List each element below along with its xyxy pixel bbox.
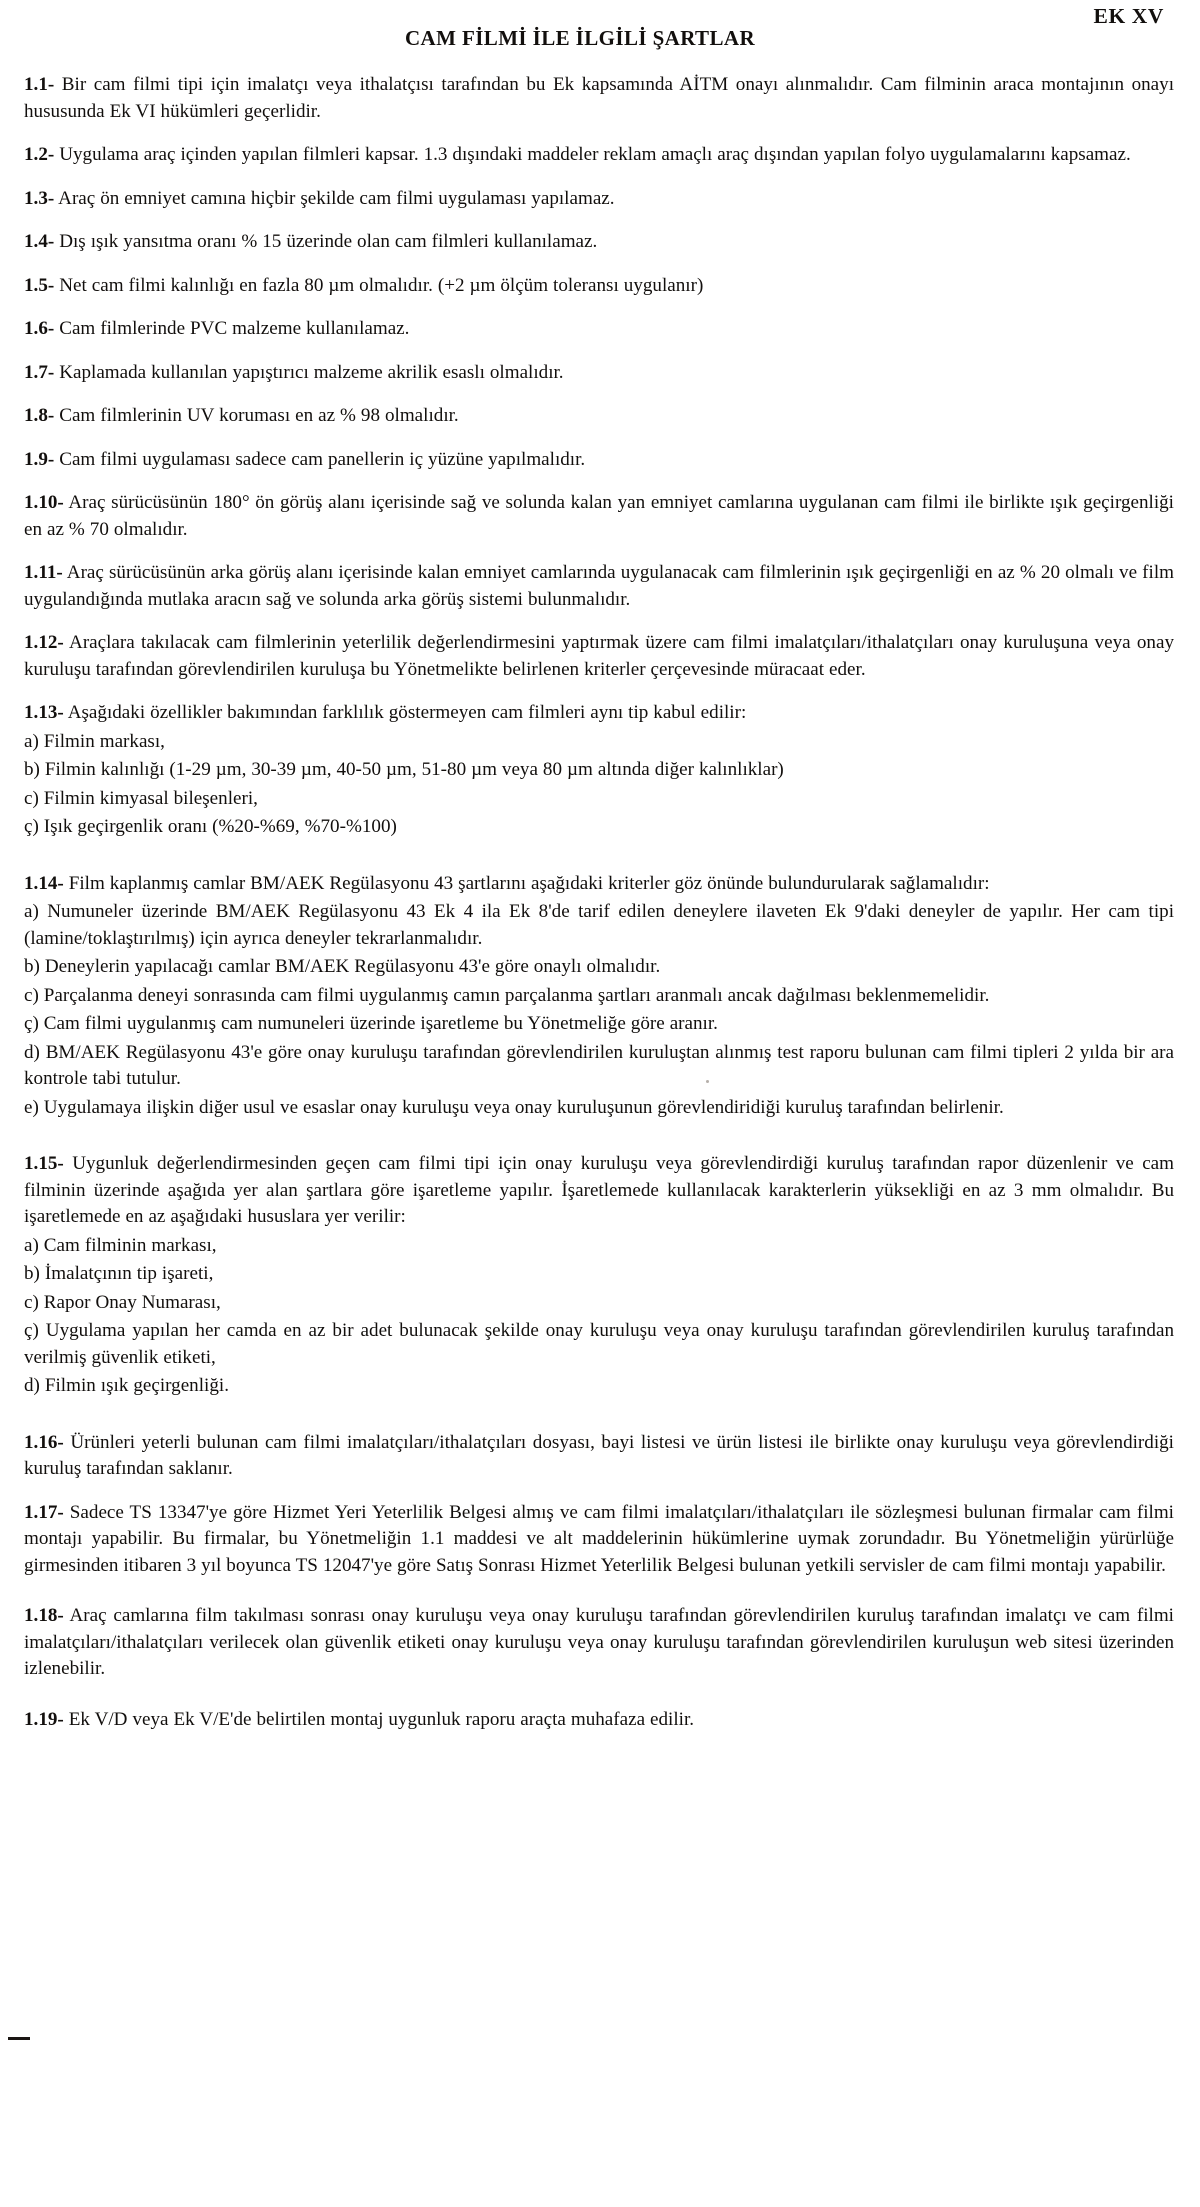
clause-number: 1.8- — [24, 405, 55, 426]
clause-number: 1.7- — [24, 361, 55, 383]
clause-text: Film kaplanmış camlar BM/AEK Regülasyonu 43 şartlarını aşağıdaki kriterler göz önünde bulundurularak sağlamalıdır: — [63, 872, 990, 894]
clause-text: Cam filmlerinde PVC malzeme kullanılamaz. — [54, 318, 410, 339]
clause-text: Sadece TS 13347'ye göre Hizmet Yeri Yeterlilik Belgesi almış ve cam filmi imalatçıları/ithalatçıları ile sözleşmesi bulunan firmalar cam filmi montajı yapabilir. Bu firmalar, bu Yönetmeliğin 1.1 maddesi ve alt maddelerinin hükümlerine uymak zorundadır. Bu Yönetmeliğin yürürlüğe girmesinden itibaren 3 yıl boyunca TS 12047'ye göre Satış Sonrası Hizmet Yeterlilik Belgesi bulunan yetkili servisler de cam filmi montajı yapabilir. — [24, 1501, 1174, 1576]
clause-number: 1.18- — [24, 1605, 64, 1626]
clause-1-9 — [24, 447, 1174, 474]
clause-number: 1.11- — [24, 562, 63, 583]
clause-text: Uygunluk değerlendirmesinden geçen cam filmi tipi için onay kuruluşu veya görevlendirdiği kuruluş tarafından rapor düzenlenir ve cam filminin üzerinde aşağıda yer alan şartlara göre işaretleme yapılır. İşaretlemede kullanılacak karakterlerin yüksekliği en az 3 mm olmalıdır. Bu işaretlemede en az aşağıdaki hususlara yer verilir: — [24, 1153, 1174, 1227]
clause-1-12 — [24, 630, 1174, 683]
clause-1-19 — [24, 1707, 1174, 1734]
clause-1-15-item-c: c) Rapor Onay Numarası, — [24, 1291, 221, 1313]
clause-1-14 — [24, 871, 1174, 898]
clause-1-10 — [24, 490, 1174, 543]
clause-1-14-item-a: a) Numuneler üzerinde BM/AEK Regülasyonu 43 Ek 4 ila Ek 8'de tarif edilen deneylere ilaveten Ek 9'daki deneyler de yapılır. Her cam tipi (lamine/toklaştırılmış) için ayrıca deneyler tekrarlanmalıdır. — [24, 901, 1174, 949]
clause-text: Araç sürücüsünün arka görüş alanı içerisinde kalan emniyet camlarında uygulanacak cam filmlerinin ışık geçirgenliği en az % 20 olmalı ve film uygulandığında mutlaka aracın sağ ve solunda arka görüş sistemi bulunmalıdır. — [24, 562, 1174, 610]
clause-number: 1.13- — [24, 702, 64, 723]
clause-1-15-item-d: d) Filmin ışık geçirgenliği. — [24, 1375, 229, 1396]
clause-1-18 — [24, 1603, 1174, 1683]
clause-text: Net cam filmi kalınlığı en fazla 80 µm olmalıdır. (+2 µm ölçüm toleransı uygulanır) — [54, 274, 704, 296]
clause-1-13-item-c-cedilla: ç) Işık geçirgenlik oranı (%20-%69, %70-%100) — [24, 816, 397, 837]
clause-number: 1.9- — [24, 448, 55, 470]
clause-text: Uygulama araç içinden yapılan filmleri kapsar. 1.3 dışındaki maddeler reklam amaçlı araç dışından yapılan folyo uygulamalarını kapsamaz. — [54, 144, 1131, 165]
clause-number: 1.16- — [24, 1431, 64, 1453]
clause-text: Araç ön emniyet camına hiçbir şekilde cam filmi uygulaması yapılamaz. — [54, 187, 615, 209]
clause-1-13-item-a: a) Filmin markası, — [24, 730, 165, 752]
clause-1-5 — [24, 273, 1174, 300]
clause-1-14-item-c-cedilla: ç) Cam filmi uygulanmış cam numuneleri üzerinde işaretleme bu Yönetmeliğe göre aranır. — [24, 1013, 718, 1034]
page-title: CAM FİLMİ İLE İLGİLİ ŞARTLAR — [404, 26, 756, 50]
clause-number: 1.5- — [24, 274, 55, 296]
clause-number: 1.6- — [24, 318, 55, 339]
clause-text: Dış ışık yansıtma oranı % 15 üzerinde olan cam filmleri kullanılamaz. — [54, 231, 598, 252]
clause-text: Araçlara takılacak cam filmlerinin yeterlilik değerlendirmesini yaptırmak üzere cam filmi imalatçıları/ithalatçıları onay kuruluşuna veya onay kuruluşu tarafından görevlendirilen kuruluşa bu Yönetmelikte belirlenen kriterler çerçevesinde müracaat eder. — [24, 632, 1174, 680]
clause-number: 1.19- — [24, 1708, 64, 1730]
clause-1-13-item-b: b) Filmin kalınlığı (1-29 µm, 30-39 µm, 40-50 µm, 51-80 µm veya 80 µm altında diğer kalınlıklar) — [24, 759, 784, 780]
clause-1-13 — [24, 700, 1174, 727]
clause-text: Araç sürücüsünün 180° ön görüş alanı içerisinde sağ ve solunda kalan yan emniyet camlarına uygulanan cam filmi ile birlikte ışık geçirgenliği en az % 70 olmalıdır. — [24, 492, 1174, 540]
document-body — [22, 72, 1178, 1733]
clause-text: Ek V/D veya Ek V/E'de belirtilen montaj uygunluk raporu araçta muhafaza edilir. — [63, 1708, 695, 1730]
clause-number: 1.17- — [24, 1501, 64, 1523]
clause-1-2 — [24, 142, 1174, 169]
clause-number: 1.3- — [24, 187, 55, 209]
clause-number: 1.4- — [24, 231, 55, 252]
clause-1-7 — [24, 360, 1174, 387]
clause-text: Kaplamada kullanılan yapıştırıcı malzeme akrilik esaslı olmalıdır. — [54, 361, 564, 383]
clause-text: Cam filmlerinin UV koruması en az % 98 olmalıdır. — [54, 405, 459, 426]
clause-text: Cam filmi uygulaması sadece cam panellerin iç yüzüne yapılmalıdır. — [54, 448, 586, 470]
clause-1-14-item-e: e) Uygulamaya ilişkin diğer usul ve esaslar onay kuruluşu veya onay kuruluşunun görevlendiridiği kuruluş tarafından belirlenir. — [24, 1096, 1004, 1118]
clause-number: 1.2- — [24, 144, 55, 165]
clause-1-16 — [24, 1430, 1174, 1483]
clause-number: 1.12- — [24, 632, 64, 653]
clause-text: Araç camlarına film takılması sonrası onay kuruluşu veya onay kuruluşu tarafından görevlendirilen kuruluş tarafından imalatçı ve cam filmi imalatçıları/ithalatçıları verilecek olan güvenlik etiketi onay kuruluşu veya onay kuruluşu tarafından görevlendirilen kuruluşun web sitesi üzerinden izlenebilir. — [24, 1605, 1174, 1679]
clause-text: Ürünleri yeterli bulunan cam filmi imalatçıları/ithalatçıları dosyası, bayi listesi ve ürün listesi ile birlikte onay kuruluşu veya görevlendirdiği kuruluş tarafından saklanır. — [24, 1431, 1174, 1479]
scan-speck — [706, 1080, 709, 1083]
clause-1-17 — [24, 1500, 1174, 1580]
clause-number: 1.15- — [24, 1153, 64, 1174]
clause-1-15-item-b: b) İmalatçının tip işareti, — [24, 1263, 214, 1284]
clause-1-1 — [24, 72, 1174, 125]
clause-1-6 — [24, 316, 1174, 343]
clause-1-4 — [24, 229, 1174, 256]
clause-1-14-item-b: b) Deneylerin yapılacağı camlar BM/AEK Regülasyonu 43'e göre onaylı olmalıdır. — [24, 956, 661, 977]
clause-1-3 — [24, 186, 1174, 213]
clause-text: Bir cam filmi tipi için imalatçı veya ithalatçısı tarafından bu Ek kapsamında AİTM onayı alınmalıdır. Cam filminin araca montajının onayı hususunda Ek VI hükümleri geçerlidir. — [24, 74, 1174, 122]
clause-1-15 — [24, 1151, 1174, 1231]
clause-1-15-item-a: a) Cam filminin markası, — [24, 1234, 217, 1256]
clause-1-8 — [24, 403, 1174, 430]
margin-punch-mark — [8, 2037, 30, 2040]
clause-number: 1.14- — [24, 872, 64, 894]
clause-1-13-item-c: c) Filmin kimyasal bileşenleri, — [24, 787, 258, 809]
clause-1-11 — [24, 560, 1174, 613]
clause-1-14-item-c: c) Parçalanma deneyi sonrasında cam filmi uygulanmış camın parçalanma şartları aranmalı ancak dağılması beklenmemelidir. — [24, 984, 990, 1006]
annex-label: EK XV — [1093, 4, 1164, 28]
clause-number: 1.1- — [24, 74, 55, 95]
clause-1-15-item-c-cedilla: ç) Uygulama yapılan her camda en az bir adet bulunacak şekilde onay kuruluşu veya onay kuruluşu tarafından görevlendirilen kuruluş tarafından verilmiş güvenlik etiketi, — [24, 1320, 1174, 1368]
clause-text: Aşağıdaki özellikler bakımından farklılık göstermeyen cam filmleri aynı tip kabul edilir: — [63, 702, 747, 723]
clause-number: 1.10- — [24, 492, 64, 513]
clause-1-14-item-d: d) BM/AEK Regülasyonu 43'e göre onay kuruluşu tarafından görevlendirilen kuruluştan alınmış test raporu bulunan cam filmi tipleri 2 yılda bir ara kontrole tabi tutulur. — [24, 1041, 1174, 1089]
